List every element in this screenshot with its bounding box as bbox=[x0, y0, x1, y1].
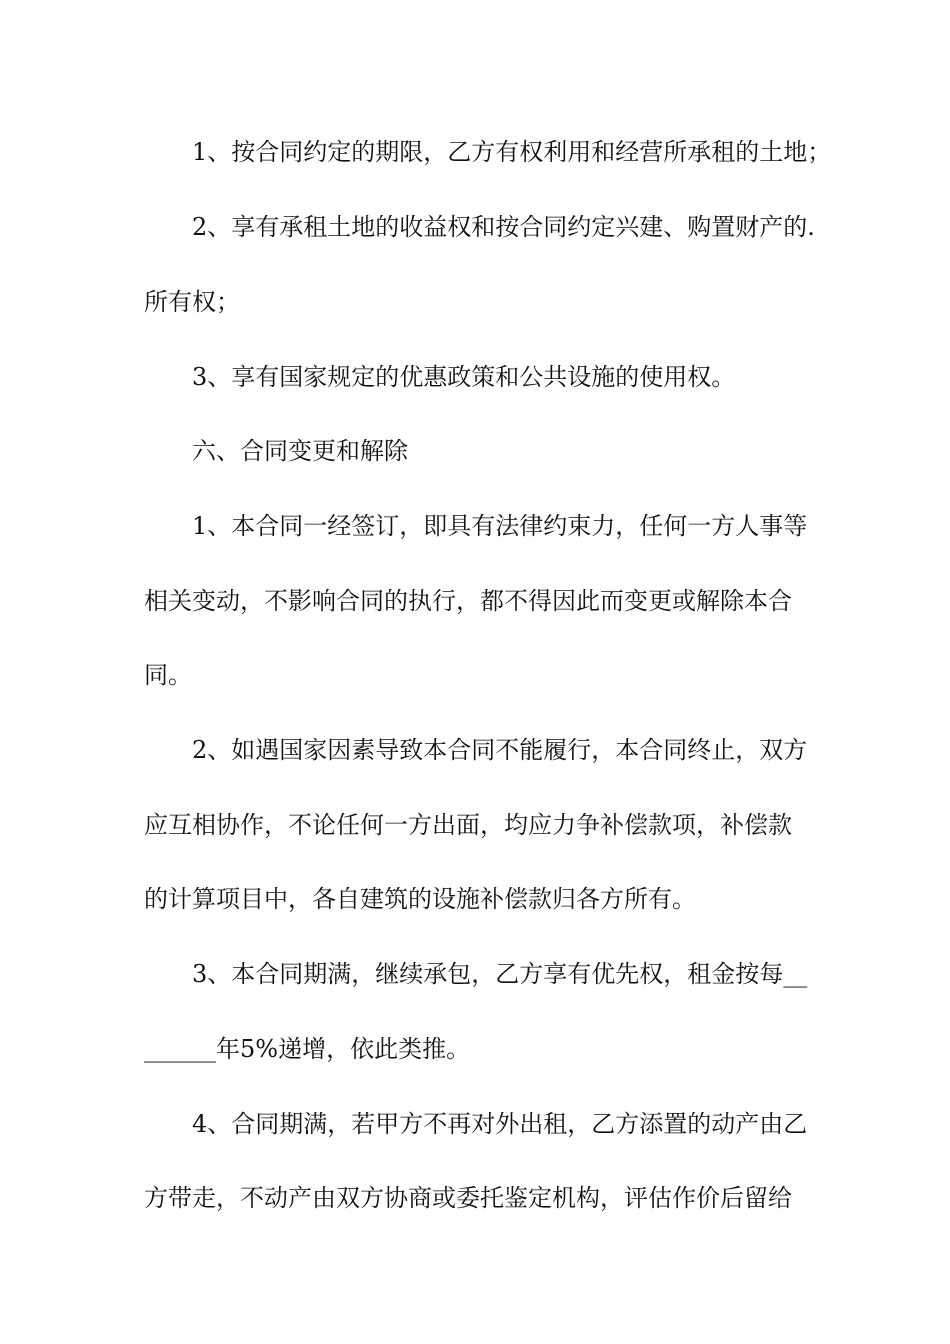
section-heading: 六、合同变更和解除 bbox=[192, 437, 408, 465]
clause-line: 方带走，不动产由双方协商或委托鉴定机构，评估作价后留给 bbox=[144, 1184, 792, 1212]
clause-line: 2、享有承租土地的收益权和按合同约定兴建、购置财产的. bbox=[192, 213, 815, 241]
clause-line: 1、按合同约定的期限，乙方有权利用和经营所承租的土地； bbox=[192, 138, 832, 166]
clause-line: 的计算项目中，各自建筑的设施补偿款归各方所有。 bbox=[144, 885, 696, 913]
clause-line: 相关变动，不影响合同的执行，都不得因此而变更或解除本合 bbox=[144, 587, 792, 615]
clause-line: 3、享有国家规定的优惠政策和公共设施的使用权。 bbox=[192, 363, 736, 391]
clause-line: 所有权； bbox=[144, 288, 240, 316]
clause-line: 应互相协作，不论任何一方出面，均应力争补偿款项，补偿款 bbox=[144, 811, 792, 839]
clause-line: 4、合同期满，若甲方不再对外出租，乙方添置的动产由乙 bbox=[192, 1110, 808, 1138]
clause-line: ______年5%递增，依此类推。 bbox=[144, 1035, 471, 1063]
clause-line: 1、本合同一经签订，即具有法律约束力，任何一方人事等 bbox=[192, 512, 808, 540]
clause-line: 2、如遇国家因素导致本合同不能履行，本合同终止，双方 bbox=[192, 736, 808, 764]
clause-line: 同。 bbox=[144, 661, 192, 689]
clause-line: 3、本合同期满，继续承包，乙方享有优先权，租金按每__ bbox=[192, 960, 808, 988]
